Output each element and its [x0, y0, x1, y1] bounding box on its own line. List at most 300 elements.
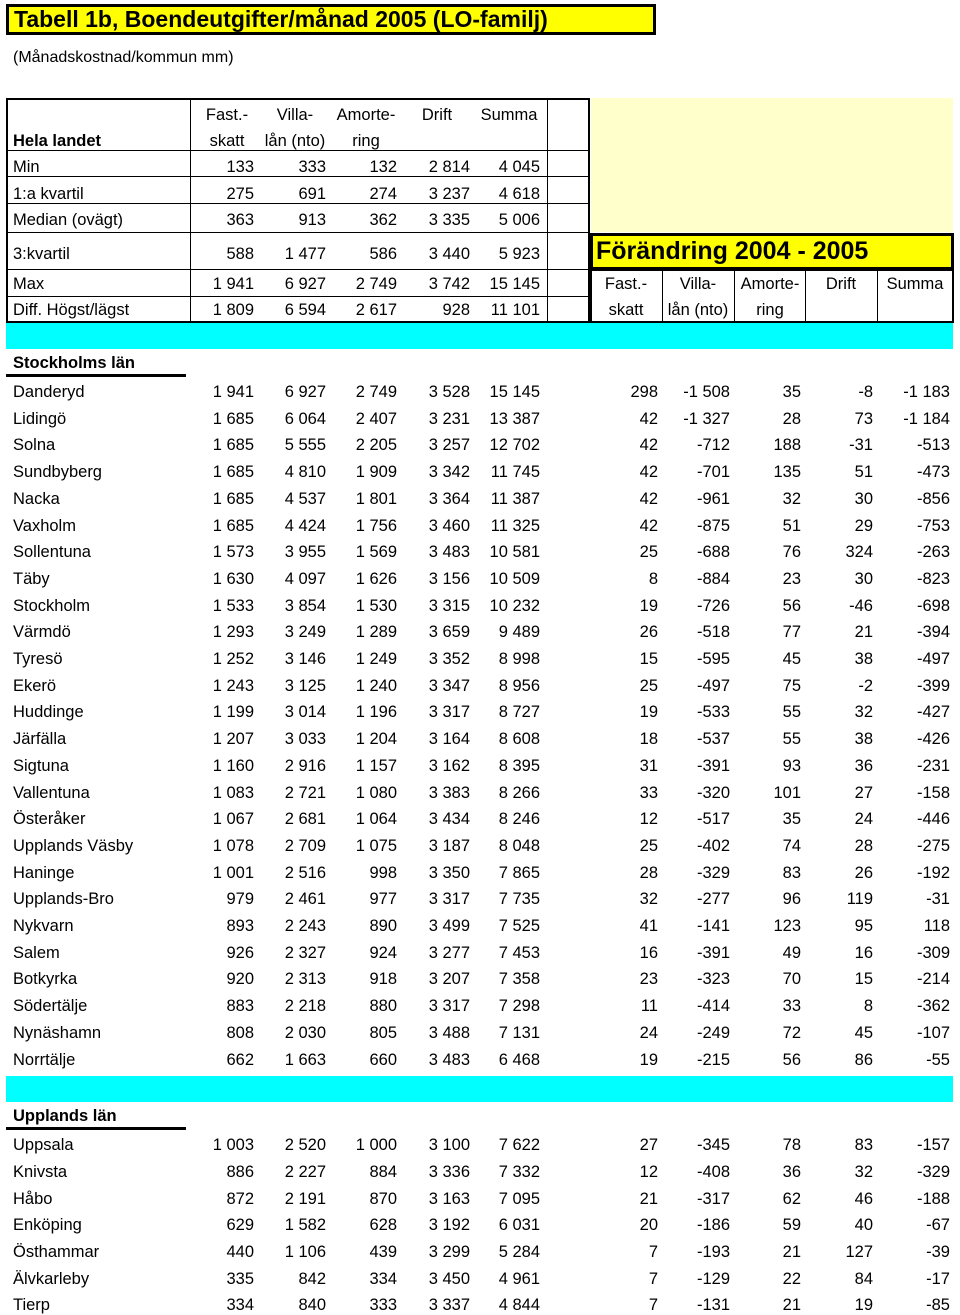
- change-cell: -688: [696, 543, 730, 561]
- summary-cell: 2 814: [428, 158, 470, 176]
- table-cell: 4 810: [284, 463, 326, 481]
- table-cell: 4 844: [498, 1296, 540, 1314]
- change-cell: -329: [916, 1163, 950, 1181]
- table-cell: 3 156: [428, 570, 470, 588]
- change-cell: -46: [849, 597, 873, 615]
- table-cell: 920: [226, 970, 254, 988]
- table-row-label: Upplands Väsby: [13, 837, 134, 855]
- summary-row-label: 1:a kvartil: [13, 185, 84, 203]
- table-cell: 1 160: [212, 757, 254, 775]
- table-cell: 3 299: [428, 1243, 470, 1261]
- change-cell: 135: [773, 463, 801, 481]
- change-cell: -1 183: [903, 383, 950, 401]
- section-title: Upplands län: [13, 1107, 117, 1126]
- change-cell: 7: [648, 1296, 658, 1314]
- change-cell: 30: [854, 490, 873, 508]
- table-row-label: Ekerö: [13, 677, 57, 695]
- table-row-label: Östhammar: [13, 1243, 100, 1261]
- change-cell: -231: [916, 757, 950, 775]
- table-row-label: Danderyd: [13, 383, 85, 401]
- change-cell: 77: [782, 623, 801, 641]
- table-cell: 1 001: [212, 864, 254, 882]
- table-cell: 1 663: [284, 1051, 326, 1069]
- change-cell: -158: [916, 784, 950, 802]
- column-header: Villa-: [276, 106, 314, 124]
- table-cell: 2 205: [355, 436, 397, 454]
- change-cell: 21: [639, 1190, 658, 1208]
- change-cell: 23: [782, 570, 801, 588]
- summary-cell: 6 927: [284, 275, 326, 293]
- table-cell: 3 955: [284, 543, 326, 561]
- change-cell: 27: [854, 784, 873, 802]
- table-cell: 7 131: [498, 1024, 540, 1042]
- change-title: Förändring 2004 - 2005: [590, 233, 954, 270]
- change-cell: -497: [696, 677, 730, 695]
- change-cell: 119: [846, 890, 873, 908]
- change-cell: -753: [916, 517, 950, 535]
- table-cell: 1 569: [355, 543, 397, 561]
- change-cell: 15: [854, 970, 873, 988]
- table-cell: 893: [226, 917, 254, 935]
- summary-cell: 1 477: [284, 245, 326, 263]
- table-cell: 1 582: [284, 1216, 326, 1234]
- table-cell: 3 350: [428, 864, 470, 882]
- change-cell: 28: [854, 837, 873, 855]
- column-header: ring: [352, 132, 380, 150]
- summary-cell: 3 237: [428, 185, 470, 203]
- table-row-label: Enköping: [13, 1216, 82, 1234]
- summary-cell: 2 749: [355, 275, 397, 293]
- table-row-label: Salem: [13, 944, 60, 962]
- change-cell: 7: [648, 1243, 658, 1261]
- change-cell: -537: [696, 730, 730, 748]
- grid-line: [877, 269, 878, 323]
- grid-line: [190, 98, 191, 323]
- table-cell: 2 721: [284, 784, 326, 802]
- change-cell: 49: [782, 944, 801, 962]
- table-cell: 8 727: [498, 703, 540, 721]
- change-cell: -55: [926, 1051, 950, 1069]
- change-cell: 127: [845, 1243, 873, 1261]
- table-cell: 439: [369, 1243, 397, 1261]
- change-cell: -317: [696, 1190, 730, 1208]
- change-cell: 83: [854, 1136, 873, 1154]
- summary-cell: 11 101: [490, 301, 540, 319]
- table-cell: 805: [369, 1024, 397, 1042]
- table-cell: 6 468: [498, 1051, 540, 1069]
- table-cell: 1 293: [212, 623, 254, 641]
- summary-cell: 586: [369, 245, 397, 263]
- change-cell: 40: [854, 1216, 873, 1234]
- table-row-label: Sollentuna: [13, 543, 91, 561]
- change-cell: -309: [916, 944, 950, 962]
- table-cell: 926: [226, 944, 254, 962]
- table-cell: 3 231: [428, 410, 470, 428]
- change-cell: -391: [696, 944, 730, 962]
- table-cell: 3 257: [428, 436, 470, 454]
- change-cell: -17: [926, 1270, 950, 1288]
- table-row-label: Håbo: [13, 1190, 53, 1208]
- change-cell: -275: [916, 837, 950, 855]
- table-cell: 1 080: [355, 784, 397, 802]
- grid-line: [6, 296, 590, 297]
- table-cell: 662: [226, 1051, 254, 1069]
- change-cell: -2: [858, 677, 873, 695]
- change-cell: 28: [639, 864, 658, 882]
- change-column-header: Fast.-: [604, 275, 648, 293]
- change-cell: 74: [782, 837, 801, 855]
- change-cell: 55: [782, 730, 801, 748]
- table-cell: 7 525: [498, 917, 540, 935]
- grid-line: [6, 269, 590, 270]
- summary-cell: 133: [226, 158, 254, 176]
- table-row-label: Sigtuna: [13, 757, 69, 775]
- change-cell: -85: [926, 1296, 950, 1314]
- table-cell: 7 622: [498, 1136, 540, 1154]
- change-cell: -701: [696, 463, 730, 481]
- table-cell: 8 048: [498, 837, 540, 855]
- table-cell: 11 387: [490, 490, 540, 508]
- change-cell: 24: [639, 1024, 658, 1042]
- change-cell: 51: [854, 463, 873, 481]
- change-cell: 19: [854, 1296, 873, 1314]
- change-cell: 32: [854, 1163, 873, 1181]
- change-cell: -249: [696, 1024, 730, 1042]
- change-cell: -875: [696, 517, 730, 535]
- change-cell: 42: [639, 463, 658, 481]
- change-cell: 32: [782, 490, 801, 508]
- table-row-label: Lidingö: [13, 410, 67, 428]
- change-cell: 35: [782, 810, 801, 828]
- change-cell: 22: [782, 1270, 801, 1288]
- table-cell: 1 157: [355, 757, 397, 775]
- table-cell: 2 227: [284, 1163, 326, 1181]
- change-cell: 101: [773, 784, 801, 802]
- table-cell: 334: [226, 1296, 254, 1314]
- table-row-label: Värmdö: [13, 623, 71, 641]
- change-column-header: Drift: [825, 275, 857, 293]
- summary-cell: 3 440: [428, 245, 470, 263]
- change-cell: 73: [854, 410, 873, 428]
- table-cell: 10 232: [489, 597, 540, 615]
- change-cell: 8: [863, 997, 873, 1015]
- table-row-label: Nykvarn: [13, 917, 74, 935]
- table-cell: 3 317: [428, 703, 470, 721]
- change-cell: -513: [916, 436, 950, 454]
- summary-cell: 3 742: [428, 275, 470, 293]
- change-cell: -129: [696, 1270, 730, 1288]
- shaded-area: [591, 98, 953, 232]
- table-cell: 3 033: [284, 730, 326, 748]
- table-cell: 2 313: [284, 970, 326, 988]
- table-cell: 3 347: [428, 677, 470, 695]
- table-cell: 1 573: [212, 543, 254, 561]
- change-cell: -1 508: [683, 383, 730, 401]
- change-cell: 93: [782, 757, 801, 775]
- table-cell: 10 581: [489, 543, 540, 561]
- change-cell: 83: [782, 864, 801, 882]
- change-cell: 46: [854, 1190, 873, 1208]
- table-cell: 15 145: [489, 383, 540, 401]
- change-cell: 7: [648, 1270, 658, 1288]
- table-cell: 1 941: [212, 383, 254, 401]
- column-header: skatt: [209, 132, 245, 150]
- change-cell: 36: [782, 1163, 801, 1181]
- table-cell: 3 336: [428, 1163, 470, 1181]
- change-cell: -67: [926, 1216, 950, 1234]
- change-cell: -277: [696, 890, 730, 908]
- table-cell: 3 659: [428, 623, 470, 641]
- table-cell: 4 961: [498, 1270, 540, 1288]
- table-cell: 2 191: [284, 1190, 326, 1208]
- table-cell: 1 064: [355, 810, 397, 828]
- grid-line: [547, 98, 548, 323]
- change-cell: -1 327: [683, 410, 730, 428]
- change-cell: 19: [639, 703, 658, 721]
- change-cell: 56: [782, 1051, 801, 1069]
- table-cell: 3 277: [428, 944, 470, 962]
- change-cell: 18: [639, 730, 658, 748]
- table-row-label: Huddinge: [13, 703, 84, 721]
- change-cell: -497: [916, 650, 950, 668]
- change-cell: -427: [916, 703, 950, 721]
- table-cell: 1 243: [212, 677, 254, 695]
- table-cell: 3 315: [428, 597, 470, 615]
- table-cell: 998: [369, 864, 397, 882]
- table-cell: 7 095: [498, 1190, 540, 1208]
- change-cell: -131: [696, 1296, 730, 1314]
- table-cell: 1 630: [212, 570, 254, 588]
- change-cell: 16: [639, 944, 658, 962]
- change-cell: 42: [639, 436, 658, 454]
- table-cell: 3 383: [428, 784, 470, 802]
- table-cell: 3 352: [428, 650, 470, 668]
- change-cell: 21: [854, 623, 873, 641]
- change-cell: -188: [916, 1190, 950, 1208]
- summary-cell: 928: [442, 301, 470, 319]
- table-cell: 870: [369, 1190, 397, 1208]
- table-cell: 3 125: [284, 677, 326, 695]
- summary-label: Hela landet: [13, 132, 102, 150]
- change-cell: 21: [782, 1243, 801, 1261]
- summary-cell: 3 335: [428, 211, 470, 229]
- column-header: Summa: [480, 106, 538, 124]
- table-row-label: Solna: [13, 436, 56, 454]
- summary-cell: 363: [226, 211, 254, 229]
- table-cell: 2 461: [284, 890, 326, 908]
- change-cell: 45: [782, 650, 801, 668]
- table-cell: 3 192: [428, 1216, 470, 1234]
- change-cell: 11: [640, 997, 658, 1015]
- change-cell: 36: [854, 757, 873, 775]
- change-cell: 38: [854, 730, 873, 748]
- table-cell: 8 395: [498, 757, 540, 775]
- change-cell: 31: [639, 757, 658, 775]
- section-separator: [6, 1076, 953, 1102]
- table-row-label: Nynäshamn: [13, 1024, 102, 1042]
- table-cell: 3 100: [428, 1136, 470, 1154]
- summary-cell: 333: [298, 158, 326, 176]
- table-subtitle: (Månadskostnad/kommun mm): [13, 49, 234, 66]
- table-cell: 3 483: [428, 543, 470, 561]
- change-cell: 42: [639, 490, 658, 508]
- change-cell: 20: [639, 1216, 658, 1234]
- summary-cell: 588: [226, 245, 254, 263]
- column-header: Amorte-: [336, 106, 396, 124]
- table-cell: 842: [298, 1270, 326, 1288]
- change-cell: -1 184: [903, 410, 950, 428]
- change-cell: 55: [782, 703, 801, 721]
- table-row-label: Stockholm: [13, 597, 91, 615]
- change-cell: 62: [782, 1190, 801, 1208]
- table-cell: 3 342: [428, 463, 470, 481]
- table-cell: 3 364: [428, 490, 470, 508]
- summary-cell: 2 617: [355, 301, 397, 319]
- table-cell: 1 685: [212, 436, 254, 454]
- table-cell: 333: [369, 1296, 397, 1314]
- change-cell: -329: [696, 864, 730, 882]
- table-cell: 4 424: [284, 517, 326, 535]
- change-cell: -473: [916, 463, 950, 481]
- table-row-label: Järfälla: [13, 730, 67, 748]
- summary-cell: 691: [298, 185, 326, 203]
- table-cell: 924: [369, 944, 397, 962]
- change-cell: 19: [639, 1051, 658, 1069]
- section-separator: [6, 323, 953, 349]
- table-cell: 1 204: [355, 730, 397, 748]
- change-cell: -446: [916, 810, 950, 828]
- table-cell: 13 387: [489, 410, 540, 428]
- table-cell: 918: [369, 970, 397, 988]
- table-cell: 3 014: [284, 703, 326, 721]
- table-row-label: Sundbyberg: [13, 463, 102, 481]
- change-cell: -426: [916, 730, 950, 748]
- change-cell: -8: [858, 383, 873, 401]
- table-cell: 808: [226, 1024, 254, 1042]
- table-cell: 3 488: [428, 1024, 470, 1042]
- change-cell: -698: [916, 597, 950, 615]
- table-cell: 7 358: [498, 970, 540, 988]
- table-cell: 10 509: [489, 570, 540, 588]
- table-cell: 2 916: [284, 757, 326, 775]
- table-cell: 3 187: [428, 837, 470, 855]
- grid-line: [6, 176, 590, 177]
- change-cell: 188: [773, 436, 801, 454]
- change-cell: 72: [782, 1024, 801, 1042]
- change-cell: 75: [782, 677, 801, 695]
- grid-line: [6, 203, 590, 204]
- change-cell: 25: [639, 677, 658, 695]
- table-cell: 3 528: [428, 383, 470, 401]
- change-cell: -107: [916, 1024, 950, 1042]
- change-cell: 123: [773, 917, 801, 935]
- table-cell: 2 749: [355, 383, 397, 401]
- table-row-label: Botkyrka: [13, 970, 78, 988]
- table-cell: 1 106: [284, 1243, 326, 1261]
- table-row-label: Tyresö: [13, 650, 63, 668]
- table-cell: 1 240: [355, 677, 397, 695]
- table-cell: 977: [369, 890, 397, 908]
- change-cell: -31: [926, 890, 950, 908]
- change-cell: -595: [696, 650, 730, 668]
- table-cell: 2 327: [284, 944, 326, 962]
- change-cell: 324: [845, 543, 873, 561]
- table-cell: 1 756: [355, 517, 397, 535]
- table-cell: 8 608: [498, 730, 540, 748]
- change-cell: 32: [639, 890, 658, 908]
- change-cell: 42: [639, 410, 658, 428]
- change-cell: -856: [916, 490, 950, 508]
- change-cell: 45: [854, 1024, 873, 1042]
- table-cell: 3 854: [284, 597, 326, 615]
- change-column-header: ring: [756, 301, 784, 319]
- table-row-label: Upplands-Bro: [13, 890, 114, 908]
- table-cell: 1 196: [355, 703, 397, 721]
- table-cell: 12 702: [489, 436, 540, 454]
- table-cell: 1 685: [212, 490, 254, 508]
- change-cell: -414: [696, 997, 730, 1015]
- summary-cell: 913: [298, 211, 326, 229]
- change-cell: -518: [696, 623, 730, 641]
- table-cell: 1 000: [355, 1136, 397, 1154]
- summary-cell: 1 941: [212, 275, 254, 293]
- change-cell: 25: [639, 543, 658, 561]
- change-column-header: Villa-: [679, 275, 717, 293]
- change-cell: 78: [782, 1136, 801, 1154]
- change-cell: 33: [782, 997, 801, 1015]
- table-cell: 440: [226, 1243, 254, 1261]
- table-cell: 335: [226, 1270, 254, 1288]
- table-cell: 11 325: [490, 517, 540, 535]
- summary-row-label: Diff. Högst/lägst: [13, 301, 130, 319]
- table-row-label: Österåker: [13, 810, 86, 828]
- change-cell: -215: [696, 1051, 730, 1069]
- table-cell: 5 284: [498, 1243, 540, 1261]
- table-cell: 1 685: [212, 517, 254, 535]
- table-cell: 8 246: [498, 810, 540, 828]
- summary-row-label: Max: [13, 275, 45, 293]
- table-cell: 660: [369, 1051, 397, 1069]
- change-cell: -263: [916, 543, 950, 561]
- column-header: Fast.-: [205, 106, 249, 124]
- change-cell: 96: [782, 890, 801, 908]
- table-row-label: Vallentuna: [13, 784, 90, 802]
- change-cell: -323: [696, 970, 730, 988]
- change-cell: -517: [696, 810, 730, 828]
- table-cell: 1 533: [212, 597, 254, 615]
- table-cell: 1 530: [355, 597, 397, 615]
- grid-line: [6, 150, 590, 151]
- summary-cell: 4 045: [498, 158, 540, 176]
- change-cell: 19: [639, 597, 658, 615]
- change-cell: 32: [854, 703, 873, 721]
- summary-cell: 5 006: [498, 211, 540, 229]
- table-title: Tabell 1b, Boendeutgifter/månad 2005 (LO-familj): [6, 4, 656, 35]
- change-cell: -320: [696, 784, 730, 802]
- summary-cell: 15 145: [489, 275, 540, 293]
- summary-cell: 5 923: [498, 245, 540, 263]
- section-underline: [6, 374, 186, 377]
- table-cell: 1 003: [212, 1136, 254, 1154]
- table-cell: 3 483: [428, 1051, 470, 1069]
- change-cell: 21: [782, 1296, 801, 1314]
- table-row-label: Uppsala: [13, 1136, 74, 1154]
- table-cell: 7 865: [498, 864, 540, 882]
- table-cell: 1 801: [355, 490, 397, 508]
- change-cell: 76: [782, 543, 801, 561]
- change-cell: -141: [696, 917, 730, 935]
- change-cell: 24: [854, 810, 873, 828]
